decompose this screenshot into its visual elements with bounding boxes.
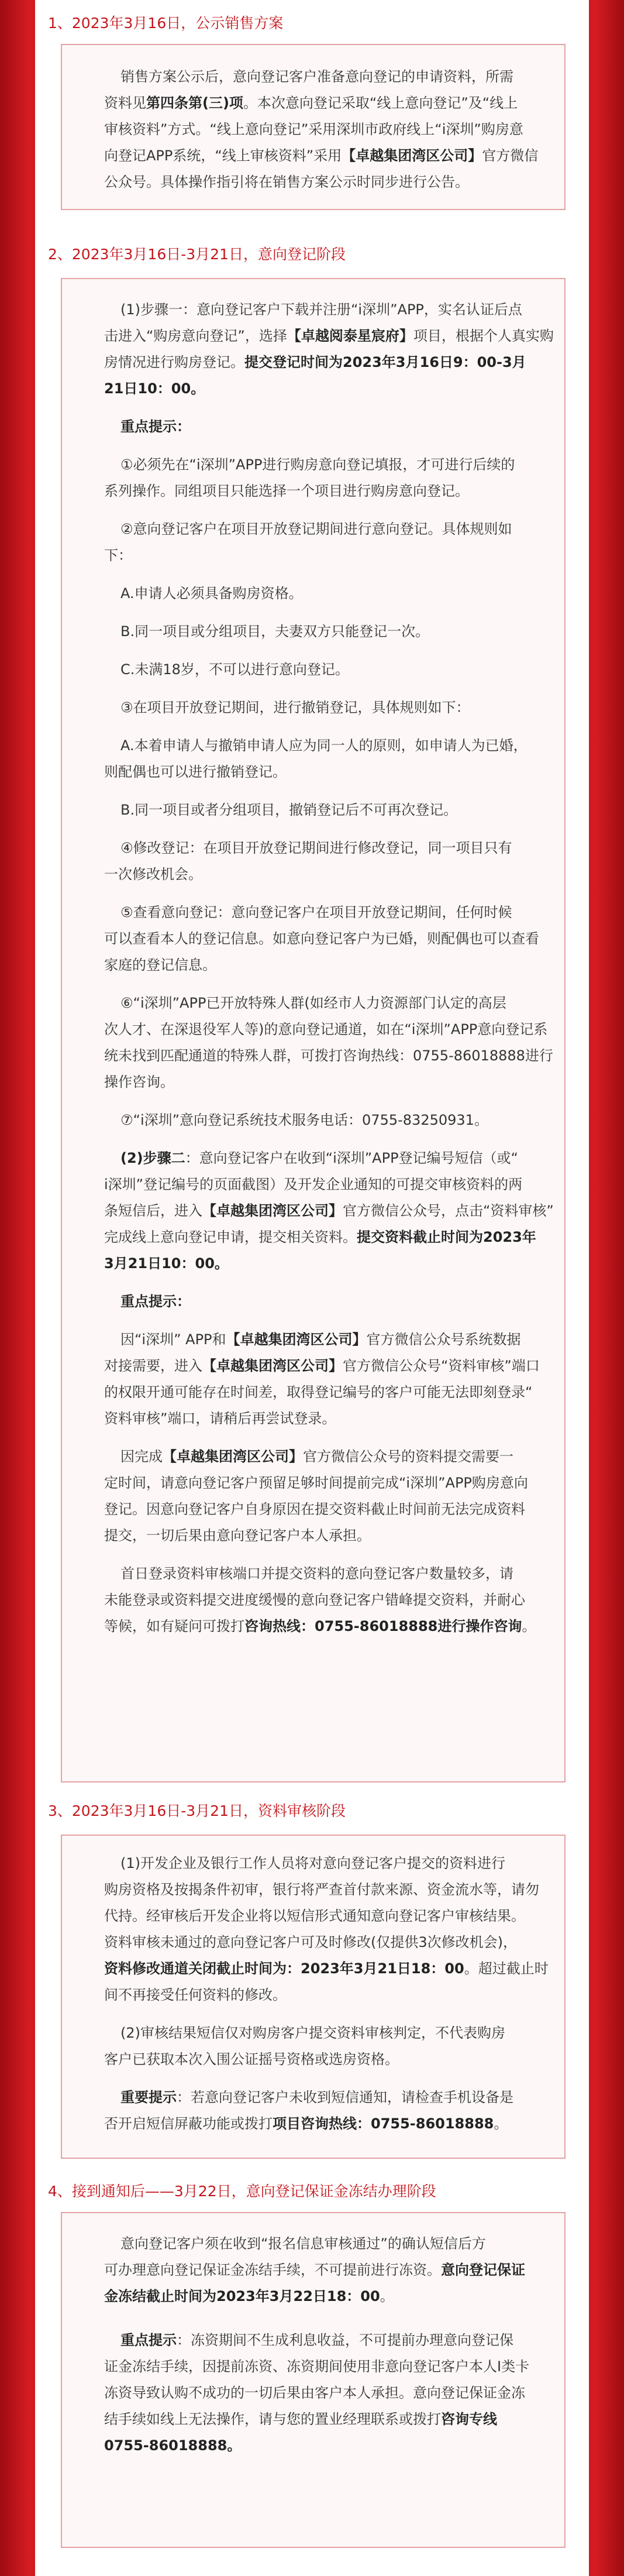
tips-label: 重点提示：: [120, 1293, 191, 1310]
tip-line: 一次修改机会。: [104, 866, 202, 882]
paragraph-line: 金冻结截止时间为2023年3月22日18：00。: [104, 2288, 394, 2304]
section-3-box: [61, 1835, 566, 2159]
tip-line: B.同一项目或分组项目，夫妻双方只能登记一次。: [120, 623, 430, 640]
paragraph-line: 条短信后，进入【卓越集团湾区公司】官方微信公众号，点击“资料审核”: [104, 1203, 554, 1219]
paragraph-line: (1)步骤一：意向登记客户下载并注册“i深圳”APP，实名认证后点: [120, 301, 522, 318]
paragraph-line: 重点提示：冻资期间不生成利息收益，不可提前办理意向登记保: [120, 2332, 513, 2348]
paragraph-line: 21日10：00。: [104, 380, 205, 397]
tip-line: 统未找到匹配通道的特殊人群，可拨打咨询热线：0755-86018888进行: [104, 1047, 553, 1064]
tip-line: 登记。因意向登记客户自身原因在提交资料截止时间前无法完成资料: [104, 1501, 525, 1517]
paragraph-line: 证金冻结手续，因提前冻资、冻资期间使用非意向登记客户本人Ⅰ类卡: [104, 2358, 530, 2375]
paragraph-line: 重要提示：若意向登记客户未收到短信通知，请检查手机设备是: [120, 2089, 513, 2106]
paragraph-line: 购房资格及按揭条件初审，银行将严查首付款来源、资金流水等，请勿: [104, 1881, 539, 1898]
tip-line: 定时间，请意向登记客户预留足够时间提前完成“i深圳”APP购房意向: [104, 1475, 528, 1491]
tip-line: 家庭的登记信息。: [104, 957, 216, 973]
section-1-title: 1、2023年3月16日，公示销售方案: [48, 15, 284, 32]
tip-line: A.本着申请人与撤销申请人应为同一人的原则，如申请人为已婚，: [120, 737, 528, 754]
tip-line: ⑥“i深圳”APP已开放特殊人群(如经市人力资源部门认定的高层: [120, 995, 506, 1011]
paragraph-line: 意向登记客户须在收到“报名信息审核通过”的确认短信后方: [120, 2235, 486, 2252]
tip-line: ②意向登记客户在项目开放登记期间进行意向登记。具体规则如: [120, 521, 512, 537]
paragraph-line: 0755-86018888。: [104, 2437, 242, 2454]
paragraph-line: 资料修改通道关闭截止时间为：2023年3月21日18：00。超过截止时: [104, 1960, 549, 1977]
tip-line: 因完成【卓越集团湾区公司】官方微信公众号的资料提交需要一: [120, 1448, 513, 1465]
tip-line: 资料审核”端口，请稍后再尝试登录。: [104, 1410, 336, 1427]
tip-line: 的权限开通可能存在时间差，取得登记编号的客户可能无法即刻登录“: [104, 1384, 533, 1400]
tip-line: 下：: [104, 547, 132, 564]
paragraph-line: 3月21日10：00。: [104, 1255, 229, 1272]
tip-line: C.未满18岁，不可以进行意向登记。: [120, 661, 349, 678]
paragraph-line: 公众号。具体操作指引将在销售方案公示时同步进行公告。: [104, 174, 469, 190]
tip-line: 操作咨询。: [104, 1074, 174, 1090]
paragraph-line: 否开启短信屏蔽功能或拨打项目咨询热线：0755-86018888。: [104, 2115, 508, 2132]
paragraph-line: 销售方案公示后，意向登记客户准备意向登记的申请资料，所需: [120, 68, 513, 85]
section-4-title: 4、接到通知后——3月22日，意向登记保证金冻结办理阶段: [48, 2183, 436, 2200]
tip-line: A.申请人必须具备购房资格。: [120, 585, 303, 602]
paragraph-line: 冻资导致认购不成功的一切后果由客户本人承担。意向登记保证金冻: [104, 2385, 525, 2401]
tip-line: 等候，如有疑问可拨打咨询热线：0755-86018888进行操作咨询。: [104, 1618, 536, 1634]
section-2-title: 2、2023年3月16日-3月21日，意向登记阶段: [48, 246, 346, 263]
paragraph-line: i深圳”登记编号的页面截图）及开发企业通知的可提交审核资料的两: [104, 1176, 523, 1193]
tip-line: ④修改登记：在项目开放登记期间进行修改登记，同一项目只有: [120, 840, 512, 856]
paragraph-line: (2)审核结果短信仅对购房客户提交资料审核判定，不代表购房: [120, 2025, 505, 2041]
tip-line: B.同一项目或者分组项目，撤销登记后不可再次登记。: [120, 802, 458, 818]
section-2-box: [61, 278, 566, 1782]
tip-line: 次人才、在深退役军人等)的意向登记通道，如在“i深圳”APP意向登记系: [104, 1021, 548, 1038]
tip-line: ⑤查看意向登记：意向登记客户在项目开放登记期间，任何时候: [120, 904, 512, 921]
tip-line: 可以查看本人的登记信息。如意向登记客户为已婚，则配偶也可以查看: [104, 930, 539, 947]
paragraph-line: 向登记APP系统，“线上审核资料”采用【卓越集团湾区公司】官方微信: [104, 147, 539, 164]
tip-line: ⑦“i深圳”意向登记系统技术服务电话：0755-83250931。: [120, 1112, 488, 1128]
tips-label: 重点提示：: [120, 418, 191, 435]
tip-line: 对接需要，进入【卓越集团湾区公司】官方微信公众号“资料审核”端口: [104, 1358, 540, 1374]
tip-line: 系列操作。同组项目只能选择一个项目进行购房意向登记。: [104, 483, 469, 499]
tip-line: 提交，一切后果由意向登记客户本人承担。: [104, 1527, 371, 1544]
paragraph-line: 完成线上意向登记申请，提交相关资料。提交资料截止时间为2023年: [104, 1229, 536, 1245]
paragraph-line: 间不再接受任何资料的修改。: [104, 1987, 287, 2003]
paragraph-line: 房情况进行购房登记。提交登记时间为2023年3月16日9：00-3月: [104, 354, 526, 370]
content-panel: [35, 0, 589, 2576]
tip-line: 首日登录资料审核端口并提交资料的意向登记客户数量较多，请: [120, 1565, 513, 1582]
paragraph-line: 审核资料”方式。“线上意向登记”采用深圳市政府线上“i深圳”购房意: [104, 121, 523, 138]
paragraph-line: (1)开发企业及银行工作人员将对意向登记客户提交的资料进行: [120, 1855, 505, 1871]
paragraph-line: (2)步骤二：意向登记客户在收到“i深圳”APP登记编号短信（或“: [120, 1150, 518, 1166]
paragraph-line: 资料见第四条第(三)项。本次意向登记采取“线上意向登记”及“线上: [104, 95, 518, 111]
paragraph-line: 客户已获取本次入围公证摇号资格或选房资格。: [104, 2051, 399, 2067]
paragraph-line: 资料审核未通过的意向登记客户可及时修改(仅提供3次修改机会)，: [104, 1934, 517, 1950]
tip-line: 则配偶也可以进行撤销登记。: [104, 764, 287, 780]
tip-line: 因“i深圳” APP和【卓越集团湾区公司】官方微信公众号系统数据: [120, 1331, 521, 1348]
tip-line: ①必须先在“i深圳”APP进行购房意向登记填报，才可进行后续的: [120, 456, 515, 473]
tip-line: ③在项目开放登记期间，进行撤销登记，具体规则如下：: [120, 699, 470, 716]
paragraph-line: 可办理意向登记保证金冻结手续，不可提前进行冻资。意向登记保证: [104, 2262, 525, 2278]
paragraph-line: 代持。经审核后开发企业将以短信形式通知意向登记客户审核结果。: [104, 1908, 525, 1924]
tip-line: 未能登录或资料提交进度缓慢的意向登记客户错峰提交资料，并耐心: [104, 1592, 525, 1608]
section-4-box: [61, 2212, 566, 2548]
section-3-title: 3、2023年3月16日-3月21日，资料审核阶段: [48, 1802, 346, 1819]
section-1-box: [61, 44, 566, 210]
paragraph-line: 结手续如线上无法操作，请与您的置业经理联系或拨打咨询专线: [104, 2411, 497, 2427]
paragraph-line: 击进入“购房意向登记”，选择【卓越阅泰星宸府】项目，根据个人真实购: [104, 328, 554, 344]
